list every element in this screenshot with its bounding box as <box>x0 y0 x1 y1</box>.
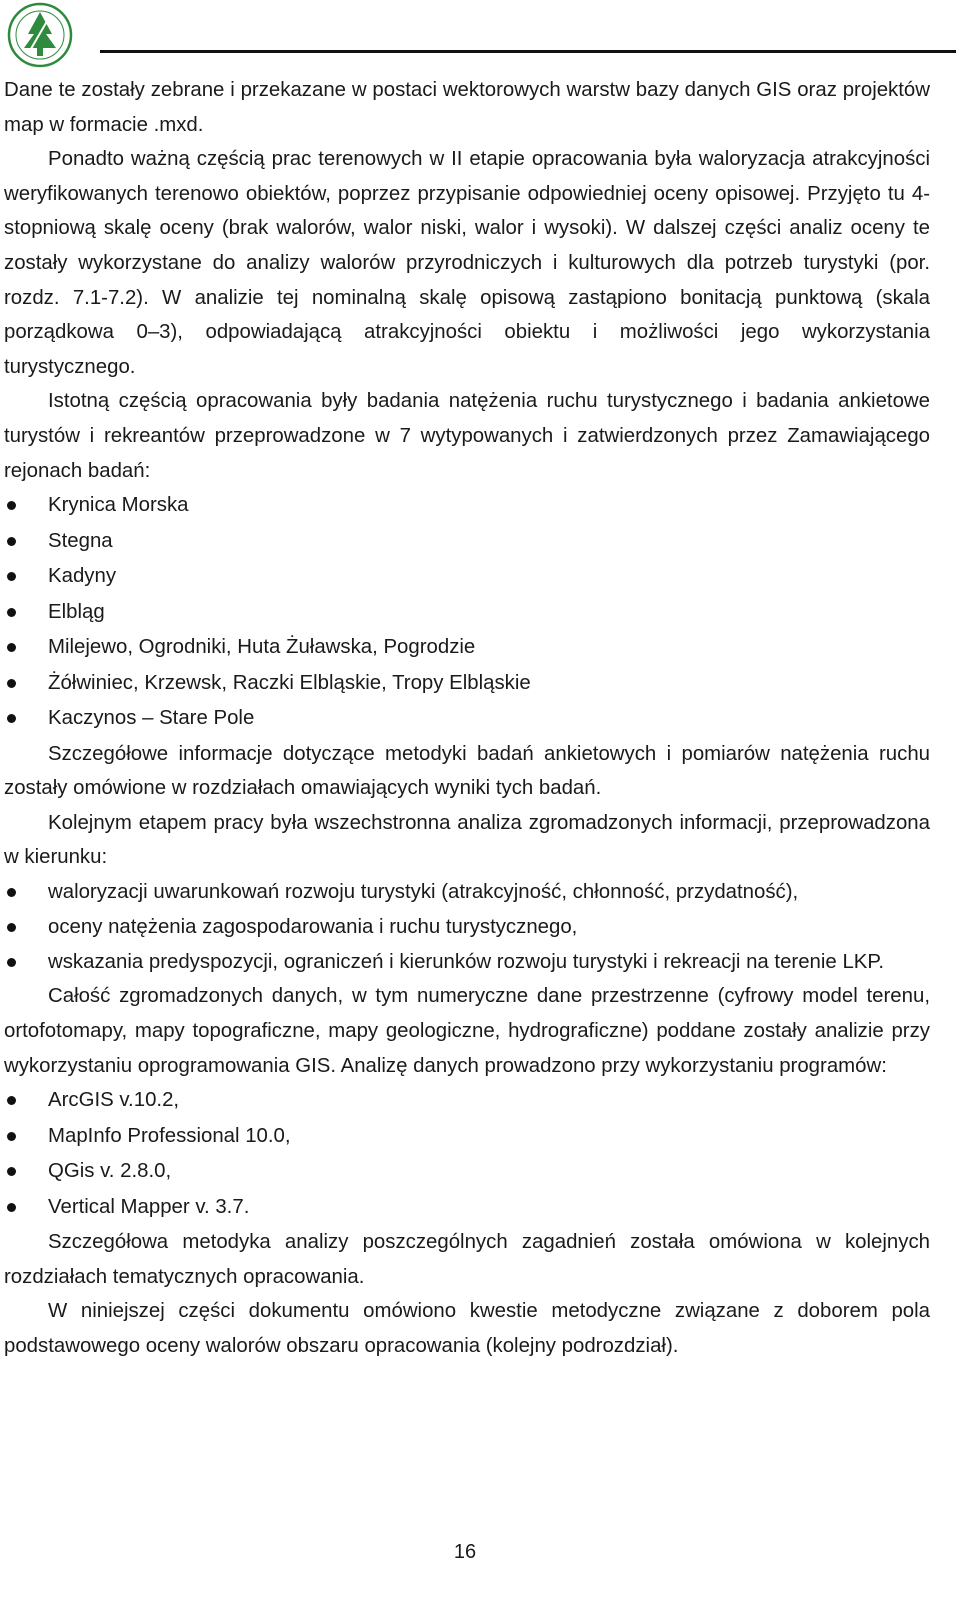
list-item: waloryzacji uwarunkowań rozwoju turystyki (atrakcyjność, chłonność, przydatność), <box>4 875 930 910</box>
bullet-icon <box>7 1167 16 1176</box>
paragraph-gis-data: Dane te zostały zebrane i przekazane w postaci wektorowych warstw bazy danych GIS oraz projektów map w formacie .mxd. <box>4 79 930 136</box>
header-rule <box>100 50 956 53</box>
list-item: oceny natężenia zagospodarowania i ruchu turystycznego, <box>4 910 930 945</box>
paragraph-methodology-details: Szczegółowe informacje dotyczące metodyki badań ankietowych i pomiarów natężenia ruchu zostały omówione w rozdziałach omawiających wyniki tych badań. <box>4 742 930 800</box>
list-item: Vertical Mapper v. 3.7. <box>4 1190 930 1226</box>
list-item: Kadyny <box>4 559 930 595</box>
bullet-icon <box>7 1203 16 1212</box>
list-item: MapInfo Professional 10.0, <box>4 1119 930 1155</box>
list-item: Elbląg <box>4 595 930 631</box>
list-item: Żółwiniec, Krzewsk, Raczki Elbląskie, Tropy Elbląskie <box>4 666 930 702</box>
paragraph-next-stage: Kolejnym etapem pracy była wszechstronna analiza zgromadzonych informacji, przeprowadzona w kierunku: <box>4 811 930 869</box>
bullet-icon <box>7 958 16 967</box>
bullet-icon <box>7 608 16 617</box>
list-item: Krynica Morska <box>4 488 930 524</box>
paragraph-valorization: Ponadto ważną częścią prac terenowych w II etapie opracowania była waloryzacja atrakcyjności weryfikowanych terenowo obiektów, poprzez przypisanie odpowiedniej oceny opisowej. Przyjęto tu 4-stopniową skalę oceny (brak walorów, walor niski, walor i wysoki). W dalszej części analiz oceny te zostały wykorzystane do analizy walorów przyrodniczych i kulturowych dla potrzeb turystyki (por. rozdz. 7.1-7.2). W analizie tej nominalną skalę opisową zastąpiono bonitacją punktową (skala porządkowa 0–3), odpowiadającą atrakcyjności obiektu i możliwości jego wykorzystania turystycznego. <box>4 148 930 378</box>
regions-list <box>4 488 930 737</box>
programs-list <box>4 1083 930 1225</box>
bullet-icon <box>7 572 16 581</box>
bullet-icon <box>7 1096 16 1105</box>
forestry-logo-icon <box>4 2 76 68</box>
bullet-icon <box>7 714 16 723</box>
page-number: 16 <box>453 1541 477 1563</box>
paragraph-this-part: W niniejszej części dokumentu omówiono kwestie metodyczne związane z doborem pola podstawowego oceny walorów obszaru opracowania (kolejny podrozdział). <box>4 1300 930 1357</box>
paragraph-research: Istotną częścią opracowania były badania natężenia ruchu turystycznego i badania ankietowe turystów i rekreantów przeprowadzone w 7 wytypowanych i zatwierdzonych przez Zamawiającego rejonach badań: <box>4 390 930 482</box>
bullet-icon <box>7 679 16 688</box>
bullet-icon <box>7 537 16 546</box>
list-item: Stegna <box>4 524 930 560</box>
list-item: QGis v. 2.8.0, <box>4 1154 930 1190</box>
directions-list <box>4 875 930 979</box>
bullet-icon <box>7 501 16 510</box>
list-item: Milejewo, Ogrodniki, Huta Żuławska, Pogrodzie <box>4 630 930 666</box>
bullet-icon <box>7 923 16 932</box>
paragraph-detailed-methodology: Szczegółowa metodyka analizy poszczególnych zagadnień została omówiona w kolejnych rozdziałach tematycznych opracowania. <box>4 1231 930 1288</box>
bullet-icon <box>7 1132 16 1141</box>
list-item: Kaczynos – Stare Pole <box>4 701 930 737</box>
list-item: ArcGIS v.10.2, <box>4 1083 930 1119</box>
page-header <box>0 0 960 60</box>
paragraph-gis-analysis: Całość zgromadzonych danych, w tym numeryczne dane przestrzenne (cyfrowy model terenu, ortofotomapy, mapy topograficzne, mapy geologiczne, hydrograficzne) poddane zostały analizie przy wykorzystaniu oprogramowania GIS. Analizę danych prowadzono przy wykorzystaniu programów: <box>4 985 930 1077</box>
bullet-icon <box>7 643 16 652</box>
bullet-icon <box>7 888 16 897</box>
document-body <box>4 73 930 1364</box>
list-item: wskazania predyspozycji, ograniczeń i kierunków rozwoju turystyki i rekreacji na terenie LKP. <box>4 945 930 980</box>
